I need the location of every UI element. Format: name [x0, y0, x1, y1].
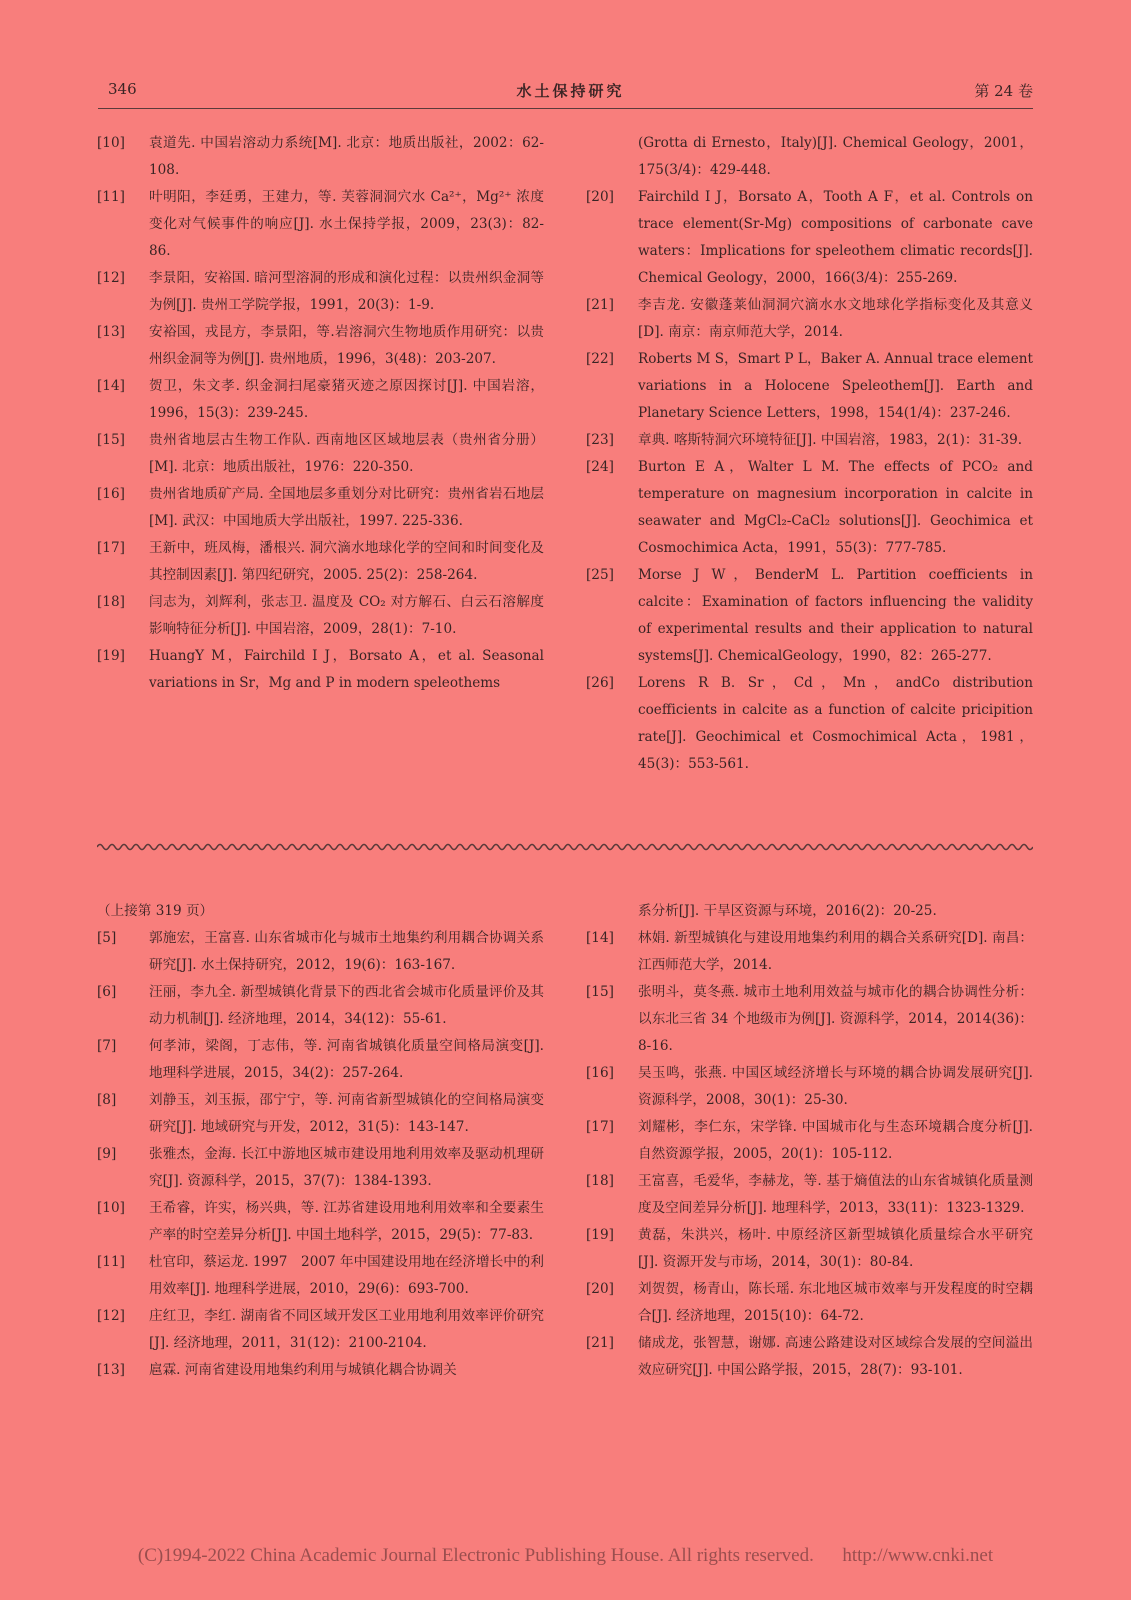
reference-number: [26] — [586, 675, 614, 691]
reference-number: [18] — [97, 594, 125, 610]
reference-text: 刘贺贺，杨青山，陈长瑶. 东北地区城市效率与开发程度的时空耦合[J]. 经济地理，2015(10)：64-72. — [638, 1281, 1033, 1324]
reference-item — [586, 1222, 1033, 1276]
reference-text: 汪丽，李九全. 新型城镇化背景下的西北省会城市化质量评价及其动力机制[J]. 经济地理，2014，34(12)：55-61. — [149, 984, 544, 1027]
running-header — [108, 80, 1033, 110]
reference-text: 杜官印，蔡运龙. 1997 2007 年中国建设用地在经济增长中的利用效率[J]. 地理科学进展，2010，29(6)：693-700. — [149, 1254, 544, 1297]
reference-number: [15] — [586, 984, 614, 1000]
reference-text: Roberts M S，Smart P L，Baker A. Annual trace element variations in a Holocene Speleothem[J]. Earth and Planetary Science Letters，1998，154(1/4)：237-246. — [638, 351, 1033, 421]
reference-text: 贵州省地层古生物工作队. 西南地区区域地层表（贵州省分册）[M]. 北京：地质出版社，1976：220-350. — [149, 432, 544, 475]
reference-text: 叶明阳，李廷勇，王建力，等. 芙蓉洞洞穴水 Ca²⁺，Mg²⁺ 浓度变化对气候事件的响应[J]. 水土保持学报，2009，23(3)：82-86. — [149, 189, 544, 259]
reference-text: 庄红卫，李红. 湖南省不同区域开发区工业用地利用效率评价研究[J]. 经济地理，2011，31(12)：2100-2104. — [149, 1308, 544, 1351]
reference-number: [12] — [97, 1308, 125, 1324]
reference-number: [18] — [586, 1173, 614, 1189]
reference-number: [17] — [586, 1119, 614, 1135]
reference-number: [19] — [586, 1227, 614, 1243]
reference-item — [586, 670, 1033, 778]
reference-item — [586, 1276, 1033, 1330]
reference-text: 储成龙，张智慧，谢娜. 高速公路建设对区域综合发展的空间溢出效应研究[J]. 中国公路学报，2015，28(7)：93-101. — [638, 1335, 1033, 1378]
reference-text: 吴玉鸣，张燕. 中国区域经济增长与环境的耦合协调发展研究[J]. 资源科学，2008，30(1)：25-30. — [638, 1065, 1033, 1108]
copyright-footer — [0, 1545, 1131, 1567]
reference-item — [586, 292, 1033, 346]
reference-item — [586, 925, 1033, 979]
reference-item — [97, 1087, 544, 1141]
reference-item — [97, 130, 544, 184]
reference-continuation: (Grotta di Ernesto，Italy)[J]. Chemical Geology，2001，175(3/4)：429-448. — [638, 135, 1033, 178]
reference-text: 郭施宏，王富喜. 山东省城市化与城市土地集约利用耦合协调关系研究[J]. 水土保持研究，2012，19(6)：163-167. — [149, 930, 544, 973]
reference-text: 李吉龙. 安徽蓬莱仙洞洞穴滴水水文地球化学指标变化及其意义[D]. 南京：南京师范大学，2014. — [638, 297, 1033, 340]
copyright-text: (C)1994-2022 China Academic Journal Electronic Publishing House. All rights reserved. — [137, 1545, 814, 1566]
reference-text: 张明斗，莫冬燕. 城市土地利用效益与城市化的耦合协调性分析：以东北三省 34 个地级市为例[J]. 资源科学，2014，2014(36)：8-16. — [638, 984, 1033, 1054]
reference-item — [97, 535, 544, 589]
reference-number: [25] — [586, 567, 614, 583]
reference-continuation: 系分析[J]. 干旱区资源与环境，2016(2)：20-25. — [638, 903, 937, 919]
reference-item — [97, 1249, 544, 1303]
reference-item — [97, 1195, 544, 1249]
reference-number: [19] — [97, 648, 125, 664]
reference-text: 林娟. 新型城镇化与建设用地集约利用的耦合关系研究[D]. 南昌：江西师范大学，2014. — [638, 930, 1033, 973]
reference-text: 扈霖. 河南省建设用地集约利用与城镇化耦合协调关 — [149, 1362, 457, 1378]
reference-item — [586, 562, 1033, 670]
reference-text: 闫志为，刘辉利，张志卫. 温度及 CO₂ 对方解石、白云石溶解度影响特征分析[J]. 中国岩溶，2009，28(1)：7-10. — [149, 594, 544, 637]
references-top-left-column — [97, 130, 544, 697]
reference-number: [8] — [97, 1092, 117, 1108]
reference-number: [7] — [97, 1038, 117, 1054]
reference-number: [13] — [97, 1362, 125, 1378]
wave-divider — [97, 840, 1033, 854]
reference-text: 刘静玉，刘玉振，邵宁宁，等. 河南省新型城镇化的空间格局演变研究[J]. 地域研究与开发，2012，31(5)：143-147. — [149, 1092, 544, 1135]
reference-number: [17] — [97, 540, 125, 556]
page-number: 346 — [108, 80, 137, 98]
reference-item — [586, 184, 1033, 292]
reference-item — [586, 1330, 1033, 1384]
reference-text: 何孝沛，梁阁，丁志伟，等. 河南省城镇化质量空间格局演变[J]. 地理科学进展，2015，34(2)：257-264. — [149, 1038, 544, 1081]
reference-number: [21] — [586, 1335, 614, 1351]
reference-text: 王希睿，许实，杨兴典，等. 江苏省建设用地利用效率和全要素生产率的时空差异分析[J]. 中国土地科学，2015，29(5)：77-83. — [149, 1200, 544, 1243]
reference-text: Lorens R B. Sr，Cd，Mn，andCo distribution coefficients in calcite as a function of calcite pricipition rate[J]. Geochimical et Cosmochimical Acta，1981，45(3)：553-561. — [638, 675, 1033, 772]
header-rule — [98, 108, 1033, 109]
reference-text: Fairchild I J，Borsato A，Tooth A F，et al. Controls on trace element(Sr-Mg) compositions of carbonate cave waters：Implications for speleothem climatic records[J]. Chemical Geology，2000，166(3/4)：255-269. — [638, 189, 1033, 286]
reference-item — [97, 979, 544, 1033]
reference-item — [97, 1303, 544, 1357]
reference-text: HuangY M，Fairchild I J，Borsato A，et al. Seasonal variations in Sr，Mg and P in modern speleothems — [149, 648, 544, 691]
reference-item — [586, 1114, 1033, 1168]
reference-text: 章典. 喀斯特洞穴环境特征[J]. 中国岩溶，1983，2(1)：31-39. — [638, 432, 1023, 448]
reference-item — [586, 454, 1033, 562]
reference-text: 张雅杰，金海. 长江中游地区城市建设用地利用效率及驱动机理研究[J]. 资源科学，2015，37(7)：1384-1393. — [149, 1146, 544, 1189]
reference-text: 安裕国，戎昆方，李景阳，等.岩溶洞穴生物地质作用研究：以贵州织金洞等为例[J]. 贵州地质，1996，3(48)：203-207. — [149, 324, 544, 367]
reference-number: [21] — [586, 297, 614, 313]
references-bottom-left-column — [97, 898, 544, 1384]
reference-number: [20] — [586, 1281, 614, 1297]
reference-item — [97, 481, 544, 535]
continued-from-note: （上接第 319 页） — [97, 903, 214, 919]
reference-item — [97, 925, 544, 979]
reference-number: [14] — [586, 930, 614, 946]
reference-text: Morse J W，BenderM L. Partition coefficients in calcite：Examination of factors influencing the validity of experimental results and their application to natural systems[J]. ChemicalGeology，1990，82：265-277. — [638, 567, 1033, 664]
reference-text: Burton E A，Walter L M. The effects of PCO₂ and temperature on magnesium incorporation in calcite in seawater and MgCl₂-CaCl₂ solutions[J]. Geochimica et Cosmochimica Acta，1991，55(3)：777-785. — [638, 459, 1033, 556]
reference-item — [97, 319, 544, 373]
reference-text: 袁道先. 中国岩溶动力系统[M]. 北京：地质出版社，2002：62-108. — [149, 135, 544, 178]
reference-item — [97, 1141, 544, 1195]
reference-item — [97, 265, 544, 319]
reference-number: [11] — [97, 1254, 125, 1270]
reference-number: [16] — [586, 1065, 614, 1081]
reference-number: [12] — [97, 270, 125, 286]
reference-number: [22] — [586, 351, 614, 367]
reference-text: 黄磊，朱洪兴，杨叶. 中原经济区新型城镇化质量综合水平研究[J]. 资源开发与市场，2014，30(1)：80-84. — [638, 1227, 1033, 1270]
reference-number: [10] — [97, 135, 125, 151]
reference-number: [15] — [97, 432, 125, 448]
reference-number: [14] — [97, 378, 125, 394]
reference-number: [6] — [97, 984, 117, 1000]
reference-text: 王富喜，毛爱华，李赫龙，等. 基于熵值法的山东省城镇化质量测度及空间差异分析[J]. 地理科学，2013，33(11)：1323-1329. — [638, 1173, 1033, 1216]
reference-item — [586, 427, 1033, 454]
journal-title: 水土保持研究 — [516, 82, 625, 100]
reference-item — [97, 1033, 544, 1087]
reference-item — [586, 1168, 1033, 1222]
reference-item — [97, 1357, 544, 1384]
reference-item — [97, 589, 544, 643]
reference-number: [10] — [97, 1200, 125, 1216]
reference-item — [586, 1060, 1033, 1114]
reference-text: 李景阳，安裕国. 暗河型溶洞的形成和演化过程：以贵州织金洞等为例[J]. 贵州工学院学报，1991，20(3)：1-9. — [149, 270, 544, 313]
references-bottom-right-column — [586, 898, 1033, 1384]
reference-item — [586, 979, 1033, 1060]
reference-number: [24] — [586, 459, 614, 475]
reference-text: 刘耀彬，李仁东，宋学锋. 中国城市化与生态环境耦合度分析[J]. 自然资源学报，2005，20(1)：105-112. — [638, 1119, 1033, 1162]
reference-item — [97, 373, 544, 427]
reference-number: [11] — [97, 189, 125, 205]
reference-text: 王新中，班凤梅，潘根兴. 洞穴滴水地球化学的空间和时间变化及其控制因素[J]. 第四纪研究，2005. 25(2)：258-264. — [149, 540, 544, 583]
reference-item — [97, 643, 544, 697]
reference-number: [16] — [97, 486, 125, 502]
reference-number: [20] — [586, 189, 614, 205]
reference-number: [5] — [97, 930, 117, 946]
references-top-right-column — [586, 130, 1033, 778]
reference-text: 贺卫，朱文孝. 织金洞扫尾豪猪灭迹之原因探讨[J]. 中国岩溶，1996，15(3)：239-245. — [149, 378, 544, 421]
volume-label: 第 24 卷 — [974, 82, 1033, 100]
reference-item — [586, 346, 1033, 427]
reference-item — [97, 184, 544, 265]
reference-item — [97, 427, 544, 481]
reference-number: [9] — [97, 1146, 117, 1162]
reference-text: 贵州省地质矿产局. 全国地层多重划分对比研究：贵州省岩石地层[M]. 武汉：中国地质大学出版社，1997. 225-336. — [149, 486, 544, 529]
reference-number: [23] — [586, 432, 614, 448]
footer-url[interactable]: http://www.cnki.net — [842, 1545, 994, 1566]
reference-number: [13] — [97, 324, 125, 340]
